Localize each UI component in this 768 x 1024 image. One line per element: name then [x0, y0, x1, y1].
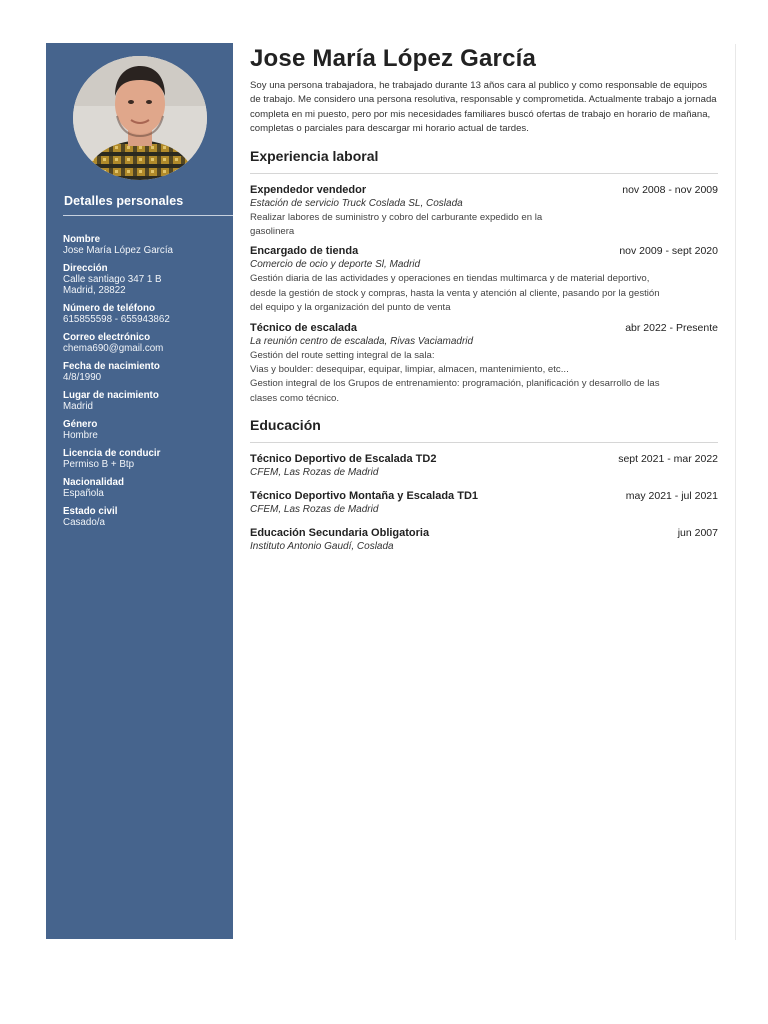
detail-value: Calle santiago 347 1 B Madrid, 28822: [63, 274, 162, 296]
section-divider: [250, 173, 718, 174]
entry-title: Expendedor vendedor: [250, 183, 367, 196]
detail-label: Número de teléfono: [63, 303, 155, 314]
detail-nationality: [63, 477, 228, 499]
detail-email: [63, 332, 228, 354]
education-entry: [250, 490, 718, 515]
detail-label: Nacionalidad: [63, 477, 124, 488]
page-edge: [735, 44, 736, 940]
education-title: Educación: [250, 417, 321, 434]
detail-label: Nombre: [63, 234, 101, 245]
detail-label: Fecha de nacimiento: [63, 361, 160, 372]
experience-entry: [250, 245, 718, 315]
main-content: [250, 44, 718, 552]
entry-organization: CFEM, Las Rozas de Madrid: [250, 504, 379, 516]
section-divider: [250, 442, 718, 443]
entry-description: Realizar labores de suministro y cobro del carburante expedido en la gasolinera: [250, 211, 543, 238]
experience-section: [250, 147, 718, 407]
detail-label: Estado civil: [63, 506, 118, 517]
experience-entry: [250, 184, 718, 240]
detail-value: Hombre: [63, 430, 98, 441]
entry-description: Gestión del route setting integral de la sala: Vias y boulder: desequipar, equipar, limpiar, almacen, mantenimiento, etc... Gestion integral de los Grupos de entrenamiento: programación, planificación y desarrollo de las clases como técnico.: [250, 349, 660, 404]
entry-date: abr 2022 - Presente: [625, 321, 718, 334]
entry-organization: Comercio de ocio y deporte Sl, Madrid: [250, 259, 421, 271]
entry-date: may 2021 - jul 2021: [625, 490, 718, 503]
personal-details-title: Detalles personales: [64, 194, 184, 208]
personal-details-list: [63, 234, 228, 535]
entry-title: Educación Secundaria Obligatoria: [250, 527, 430, 540]
sidebar: [46, 43, 233, 939]
detail-value: 4/8/1990: [63, 372, 102, 383]
detail-label: Licencia de conducir: [63, 448, 161, 459]
entry-date: jun 2007: [677, 527, 718, 540]
entry-organization: CFEM, Las Rozas de Madrid: [250, 467, 379, 479]
detail-value: Madrid: [63, 401, 93, 412]
detail-gender: [63, 419, 228, 441]
profile-photo: [73, 56, 207, 180]
education-section: [250, 416, 718, 552]
detail-label: Correo electrónico: [63, 332, 151, 343]
entry-title: Encargado de tienda: [250, 245, 359, 258]
detail-value: Casado/a: [63, 517, 105, 528]
detail-value: Permiso B + Btp: [63, 459, 135, 470]
entry-organization: Instituto Antonio Gaudí, Coslada: [250, 541, 394, 553]
entry-title: Técnico Deportivo de Escalada TD2: [250, 453, 437, 466]
detail-label: Lugar de nacimiento: [63, 390, 159, 401]
sidebar-divider: [63, 215, 233, 216]
profile-summary: Soy una persona trabajadora, he trabajado durante 13 años cara al publico y como responsable de equipos de trabajo. Me considero una persona resolutiva, responsable y comprometida. Actualmente trabajo a jornada completa en mi puesto, pero por mis necesidades familiares buscó ofertas de trabajo en horario de mañana, completas o parciales para descargar mi horario actual de tardes.: [250, 80, 717, 135]
entry-date: nov 2008 - nov 2009: [622, 183, 718, 196]
detail-value: Española: [63, 488, 104, 499]
entry-organization: Estación de servicio Truck Coslada SL, Coslada: [250, 197, 463, 209]
education-entry: [250, 453, 718, 478]
detail-address: [63, 263, 228, 296]
detail-name: [63, 234, 228, 256]
detail-driving-license: [63, 448, 228, 470]
experience-entry: [250, 322, 718, 407]
entry-title: Técnico Deportivo Montaña y Escalada TD1: [250, 490, 479, 503]
detail-label: Dirección: [63, 263, 108, 274]
detail-label: Género: [63, 419, 98, 430]
entry-date: sept 2021 - mar 2022: [618, 453, 718, 466]
detail-value: chema690@gmail.com: [63, 343, 164, 354]
detail-birth-place: [63, 390, 228, 412]
detail-phone: [63, 303, 228, 325]
detail-marital-status: [63, 506, 228, 528]
experience-title: Experiencia laboral: [250, 147, 379, 164]
entry-description: Gestión diaria de las actividades y operaciones en tiendas multimarca y de material deportivo, desde la gestión de stock y compras, hasta la venta y atención al cliente, pasando por la gestión del equipo y la organización del punto de venta: [250, 273, 660, 314]
education-entry: [250, 527, 718, 552]
entry-date: nov 2009 - sept 2020: [619, 245, 718, 258]
entry-title: Técnico de escalada: [250, 321, 357, 334]
detail-value: 615855598 - 655943862: [63, 314, 170, 325]
entry-organization: La reunión centro de escalada, Rivas Vaciamadrid: [250, 335, 474, 347]
detail-birth-date: [63, 361, 228, 383]
detail-value: Jose María López García: [63, 245, 173, 256]
page-title: Jose María López García: [250, 45, 537, 72]
